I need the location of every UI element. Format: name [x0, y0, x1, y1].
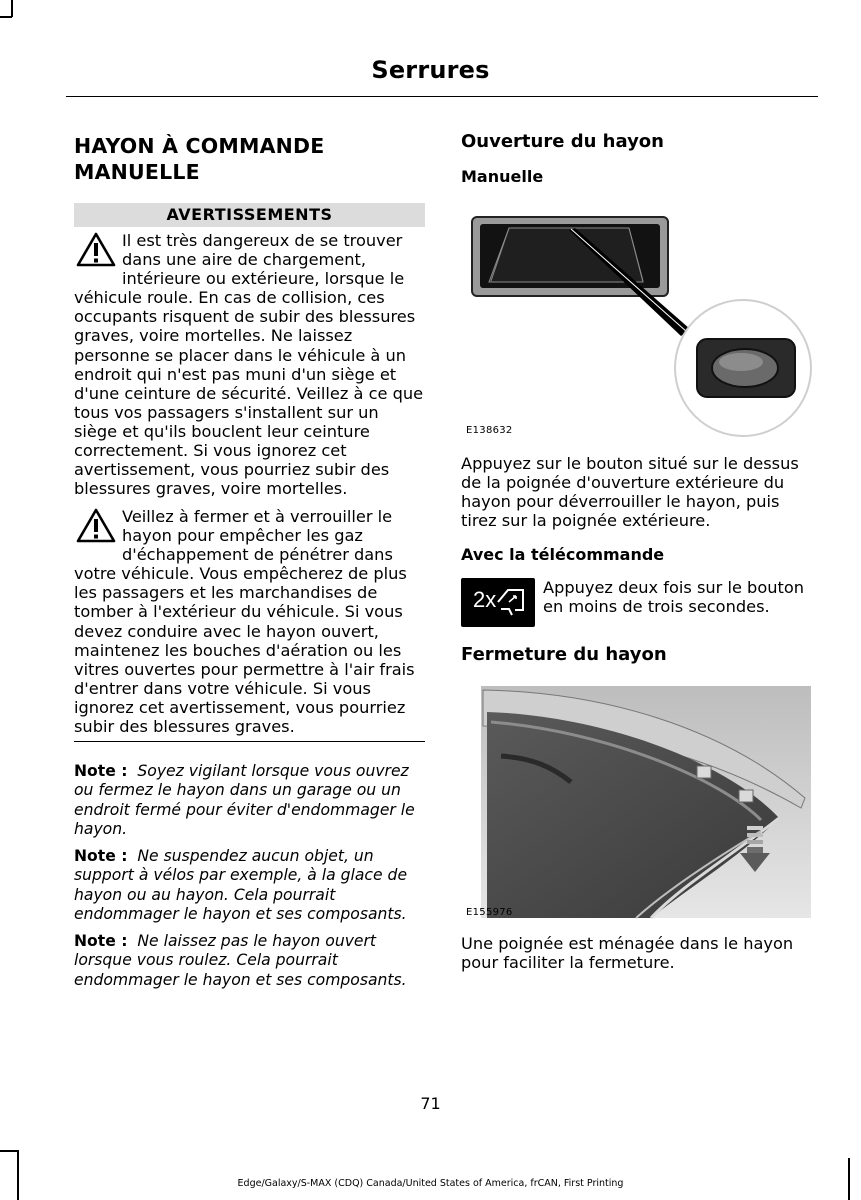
note-label: Note :	[74, 762, 128, 780]
note-3-text: Ne laissez pas le hayon ouvert lorsque vous roulez. Cela pourrait endommager le hayon et ses composants.	[74, 932, 407, 989]
closing-instructions: Une poignée est ménagée dans le hayon pour faciliter la fermeture.	[461, 934, 794, 973]
crop-mark-top-left-h	[0, 16, 12, 18]
warning-2-body: votre véhicule. Vous empêcherez de plus les passagers et les marchandises de tomber à l'extérieur du véhicule. Si vous devez conduire avec le hayon ouvert, maintenez les bouches d'aération ou les vitres ouvertes pour permettre à l'air frais d'entrer dans votre véhicule. Si vous ignorez cet avertissement, vous pourriez subir des blessures graves.	[74, 564, 415, 737]
manual-heading: Manuelle	[461, 167, 544, 186]
note-3	[74, 932, 426, 990]
remote-press-twice-icon	[461, 578, 535, 627]
page-number: 71	[420, 1094, 441, 1113]
note-label: Note :	[74, 847, 128, 865]
note-label: Note :	[74, 932, 128, 950]
note-2	[74, 847, 426, 924]
warning-1	[74, 231, 426, 498]
opening-heading: Ouverture du hayon	[461, 131, 664, 152]
note-2-text: Ne suspendez aucun objet, un support à vélos par exemple, à la glace de hayon ou au hayon. Cela pourrait endommager le hayon et ses composants.	[74, 847, 408, 923]
crop-mark-top-left-v	[11, 0, 13, 17]
page-header-title: Serrures	[371, 56, 490, 84]
warnings-heading: AVERTISSEMENTS	[74, 203, 425, 227]
figure-2-code: E155976	[466, 907, 513, 918]
warning-1-line-2: dans une aire de chargement,	[122, 250, 367, 270]
remote-instructions: Appuyez deux fois sur le bouton en moins de trois secondes.	[543, 578, 805, 617]
section-title: HAYON À COMMANDE MANUELLE	[74, 134, 325, 184]
crop-mark-bottom-left-v	[17, 1150, 19, 1200]
print-info: Edge/Galaxy/S-MAX (CDQ) Canada/United States of America, frCAN, First Printing	[237, 1178, 624, 1189]
crop-mark-bottom-left-h	[0, 1150, 18, 1152]
closing-heading: Fermeture du hayon	[461, 644, 667, 665]
figure-1-code: E138632	[466, 425, 513, 436]
tailgate-handle-illustration	[461, 208, 813, 438]
warning-2-line-1: Veillez à fermer et à verrouiller le	[122, 507, 393, 526]
warning-1-body: véhicule roule. En cas de collision, ces occupants risquent de subir des blessures graves, voire mortelles. Ne laissez personne se placer dans le véhicule à un endroit qui n'est pas muni d'un siège et d'une ceinture de sécurité. Veillez à ce que tous vos passagers s'installent sur un siège et qu'ils bouclent leur ceinture correctement. Si vous ignorez cet avertissement, vous pourriez subir des blessures graves, voire mortelles.	[74, 288, 424, 499]
tailgate-icon	[495, 585, 529, 621]
remote-icon-label: 2x	[473, 587, 497, 612]
note-1	[74, 762, 426, 839]
header-divider	[66, 96, 818, 97]
warning-2-line-2: hayon pour empêcher les gaz	[122, 526, 363, 546]
warnings-end-divider	[74, 741, 425, 742]
warning-1-line-3: intérieure ou extérieure, lorsque le	[122, 269, 405, 289]
warning-2-line-3: d'échappement de pénétrer dans	[122, 545, 393, 565]
tailgate-closing-illustration	[461, 686, 813, 926]
warning-1-line-1: Il est très dangereux de se trouver	[122, 231, 403, 250]
warning-2	[74, 507, 426, 736]
manual-instructions: Appuyez sur le bouton situé sur le dessus de la poignée d'ouverture extérieure du hayon pour déverrouiller le hayon, puis tirez sur la poignée extérieure.	[461, 454, 799, 531]
note-1-text: Soyez vigilant lorsque vous ouvrez ou fermez le hayon dans un garage ou un endroit fermé pour éviter d'endommager le hayon.	[74, 762, 415, 838]
remote-heading: Avec la télécommande	[461, 545, 665, 564]
